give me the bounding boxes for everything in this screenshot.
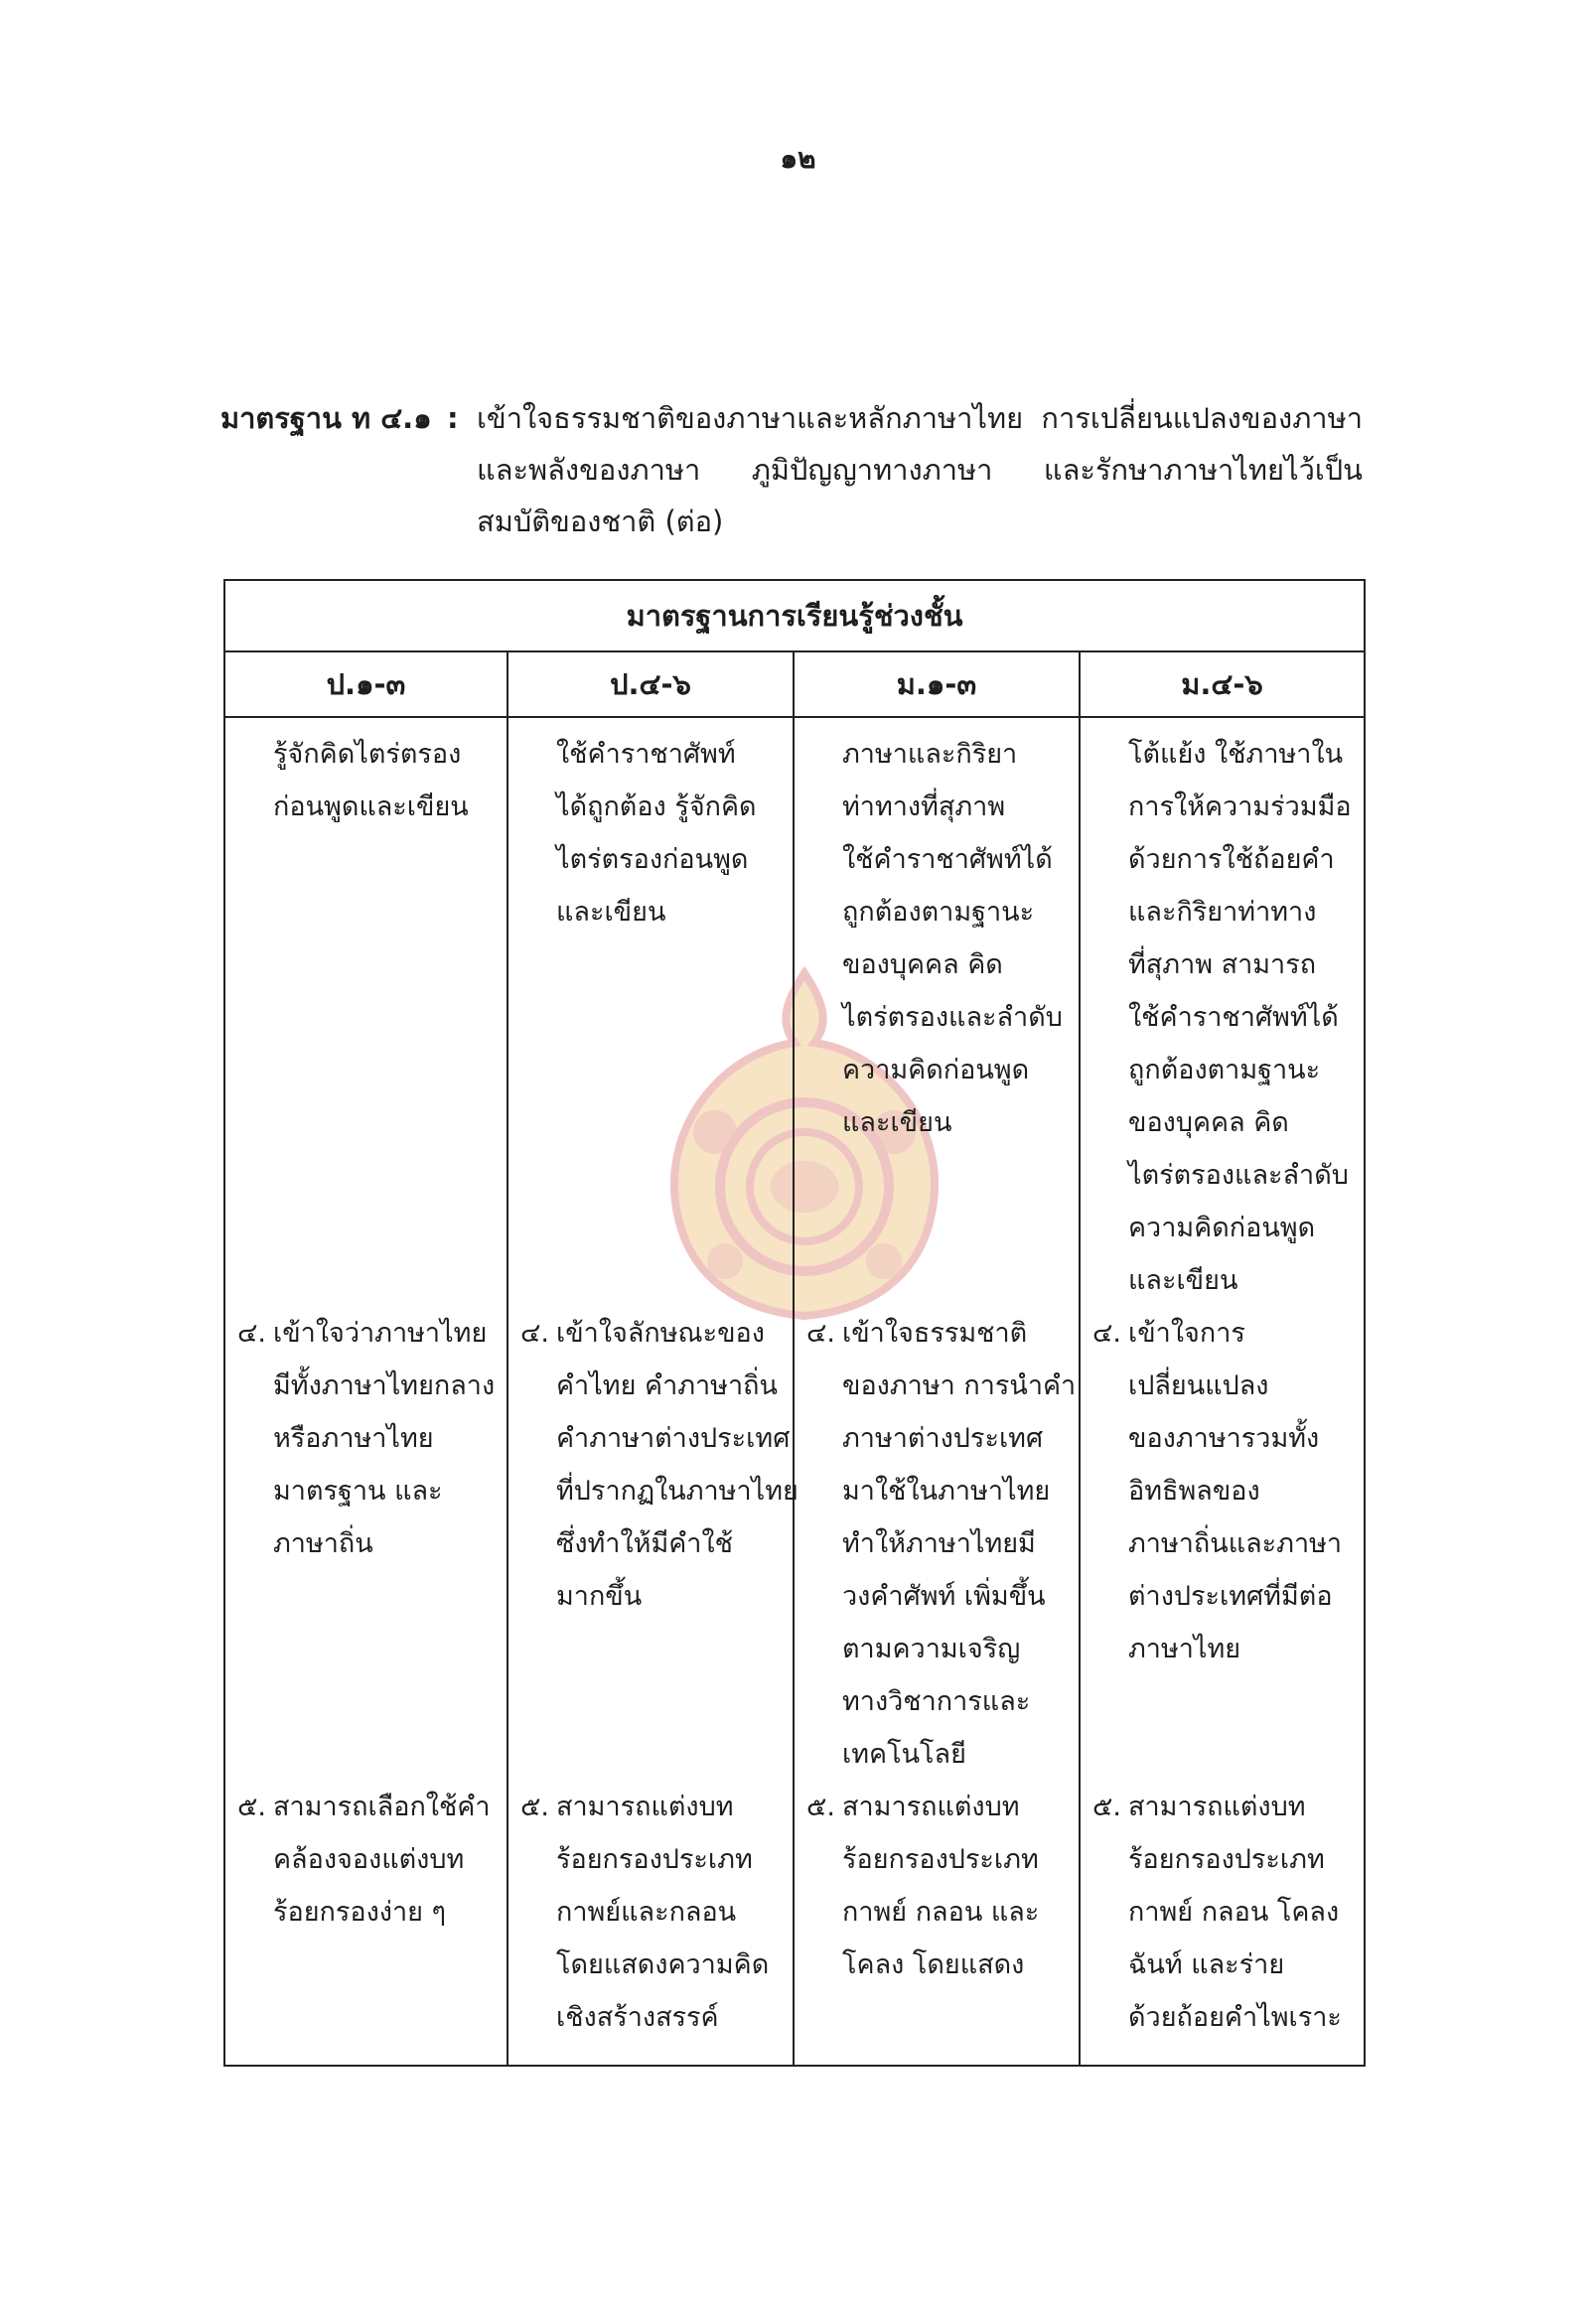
standard-item	[806, 1781, 1073, 1991]
text-line: ถูกต้องตามฐานะ	[1128, 1055, 1321, 1085]
text-line: ของภาษา การนำคำ	[842, 1370, 1077, 1401]
text-line: ภาษาถิ่น	[273, 1528, 373, 1559]
text-line: ต่างประเทศที่มีต่อ	[1128, 1581, 1333, 1612]
text-line: เปลี่ยนแปลง	[1128, 1370, 1269, 1401]
text-line: การให้ความร่วมมือ	[1128, 792, 1352, 822]
text-line: ได้ถูกต้อง รู้จักคิด	[556, 792, 757, 822]
text-line: ของบุคคล คิด	[842, 949, 1003, 980]
text-line: เข้าใจว่าภาษาไทย	[273, 1318, 488, 1349]
text-line: รู้จักคิดไตร่ตรอง	[273, 739, 462, 770]
text-line: คำไทย คำภาษาถิ่น	[556, 1370, 778, 1401]
standard-item	[520, 1307, 798, 1623]
table-title: มาตรฐานการเรียนรู้ช่วงชั้น	[224, 580, 1365, 651]
text-line: โต้แย้ง ใช้ภาษาใน	[1128, 739, 1344, 770]
standard-colon: :	[447, 401, 459, 435]
standard-description	[477, 392, 1363, 547]
level-header-m4-6: ม.๔-๖	[1080, 651, 1365, 717]
text-line: มาตรฐาน และ	[273, 1476, 443, 1507]
text-line: กาพย์ กลอน โคลง	[1128, 1897, 1340, 1928]
text-line: โดยแสดงความคิด	[556, 1949, 770, 1980]
item-number: ๔.	[1092, 1318, 1122, 1349]
text-line: ซึ่งทำให้มีคำใช้	[556, 1528, 733, 1559]
item-number: ๕.	[806, 1792, 836, 1822]
text-line: มากขึ้น	[556, 1581, 643, 1612]
column-m1-3	[794, 717, 1080, 2066]
text-line: และเขียน	[842, 1107, 952, 1138]
text-line: วงคำศัพท์ เพิ่มขึ้น	[842, 1581, 1046, 1612]
text-line: ด้วยถ้อยคำไพเราะ	[1128, 2002, 1342, 2033]
column-m4-6	[1080, 717, 1365, 2066]
text-line: ทางวิชาการและ	[842, 1686, 1031, 1717]
text-line: ท่าทางที่สุภาพ	[842, 792, 1006, 822]
text-line: ร้อยกรองง่าย ๆ	[273, 1897, 447, 1928]
text-line: มาใช้ในภาษาไทย	[842, 1476, 1051, 1507]
standard-item	[806, 1307, 1077, 1781]
text-line: กาพย์ กลอน และ	[842, 1897, 1040, 1928]
text-line: ใช้คำราชาศัพท์ได้	[842, 844, 1053, 875]
text-line: ของภาษารวมทั้ง	[1128, 1423, 1320, 1454]
continued-text	[806, 728, 1073, 1149]
text-line: ใช้คำราชาศัพท์ได้	[1128, 1002, 1339, 1033]
standard-item	[237, 1307, 501, 1570]
text-line: ภาษาและกิริยา	[842, 739, 1018, 770]
text-line: และเขียน	[1128, 1265, 1238, 1296]
standard-item	[237, 1781, 501, 1939]
text-line: หรือภาษาไทย	[273, 1423, 434, 1454]
text-line: ร้อยกรองประเภท	[1128, 1844, 1325, 1875]
standard-item	[520, 1781, 787, 2044]
item-number: ๔.	[520, 1318, 550, 1349]
continued-text	[237, 728, 501, 833]
text-line: ไตร่ตรองและลำดับ	[1128, 1160, 1349, 1191]
text-line: ฉันท์ และร่าย	[1128, 1949, 1285, 1980]
text-line: ที่สุภาพ สามารถ	[1128, 949, 1317, 980]
text-line: และกิริยาท่าทาง	[1128, 897, 1317, 928]
standard-label: มาตรฐาน ท ๔.๑	[220, 401, 432, 435]
continued-text	[1092, 728, 1358, 1307]
text-line: ร้อยกรองประเภท	[842, 1844, 1039, 1875]
text-line: เข้าใจการ	[1128, 1318, 1245, 1349]
text-line: ก่อนพูดและเขียน	[273, 792, 469, 822]
text-line: ความคิดก่อนพูด	[1128, 1213, 1316, 1243]
text-line: สามารถเลือกใช้คำ	[273, 1792, 491, 1822]
text-line: ของบุคคล คิด	[1128, 1107, 1289, 1138]
text-line: ทำให้ภาษาไทยมี	[842, 1528, 1036, 1559]
level-header-m1-3: ม.๑-๓	[794, 651, 1080, 717]
text-line: ใช้คำราชาศัพท์	[556, 739, 736, 770]
text-line: สามารถแต่งบท	[842, 1792, 1020, 1822]
text-line: ถูกต้องตามฐานะ	[842, 897, 1035, 928]
text-line: ตามความเจริญ	[842, 1634, 1021, 1664]
standard-item	[1092, 1781, 1358, 2044]
text-line: มีทั้งภาษาไทยกลาง	[273, 1370, 496, 1401]
text-line: ไตร่ตรองและลำดับ	[842, 1002, 1063, 1033]
text-line: ภาษาถิ่นและภาษา	[1128, 1528, 1343, 1559]
text-line: เทคโนโลยี	[842, 1739, 966, 1770]
text-line: ความคิดก่อนพูด	[842, 1055, 1030, 1085]
text-line: เชิงสร้างสรรค์	[556, 2002, 719, 2033]
standard-item	[1092, 1307, 1358, 1675]
text-line: ภาษาไทย	[1128, 1634, 1241, 1664]
text-line: เข้าใจธรรมชาติ	[842, 1318, 1028, 1349]
text-line: ด้วยการใช้ถ้อยคำ	[1128, 844, 1335, 875]
text-line: อิทธิพลของ	[1128, 1476, 1260, 1507]
item-number: ๔.	[806, 1318, 836, 1349]
column-p4-6	[508, 717, 798, 2066]
text-line: ร้อยกรองประเภท	[556, 1844, 753, 1875]
level-header-p1-3: ป.๑-๓	[224, 651, 508, 717]
item-number: ๕.	[520, 1792, 550, 1822]
item-number: ๔.	[237, 1318, 267, 1349]
text-line: กาพย์และกลอน	[556, 1897, 737, 1928]
text-line: ที่ปรากฏในภาษาไทย	[556, 1476, 798, 1507]
standard-line: และพลังของภาษา ภูมิปัญญาทางภาษา และรักษาภาษาไทยไว้เป็น	[477, 453, 1363, 487]
standard-line: เข้าใจธรรมชาติของภาษาและหลักภาษาไทย การเปลี่ยนแปลงของภาษา	[477, 401, 1363, 435]
text-line: คล้องจองแต่งบท	[273, 1844, 465, 1875]
standard-line: สมบัติของชาติ (ต่อ)	[477, 504, 724, 538]
item-number: ๕.	[237, 1792, 267, 1822]
page-number: ๑๒	[780, 142, 816, 175]
column-p1-3	[224, 717, 508, 2066]
text-line: สามารถแต่งบท	[1128, 1792, 1306, 1822]
text-line: สามารถแต่งบท	[556, 1792, 734, 1822]
text-line: เข้าใจลักษณะของ	[556, 1318, 765, 1349]
item-number: ๕.	[1092, 1792, 1122, 1822]
level-header-p4-6: ป.๔-๖	[508, 651, 794, 717]
text-line: คำภาษาต่างประเทศ	[556, 1423, 791, 1454]
continued-text	[520, 728, 787, 938]
text-line: และเขียน	[556, 897, 666, 928]
text-line: ภาษาต่างประเทศ	[842, 1423, 1044, 1454]
text-line: ไตร่ตรองก่อนพูด	[556, 844, 749, 875]
text-line: โคลง โดยแสดง	[842, 1949, 1025, 1980]
learning-standards-table	[223, 579, 1364, 2059]
